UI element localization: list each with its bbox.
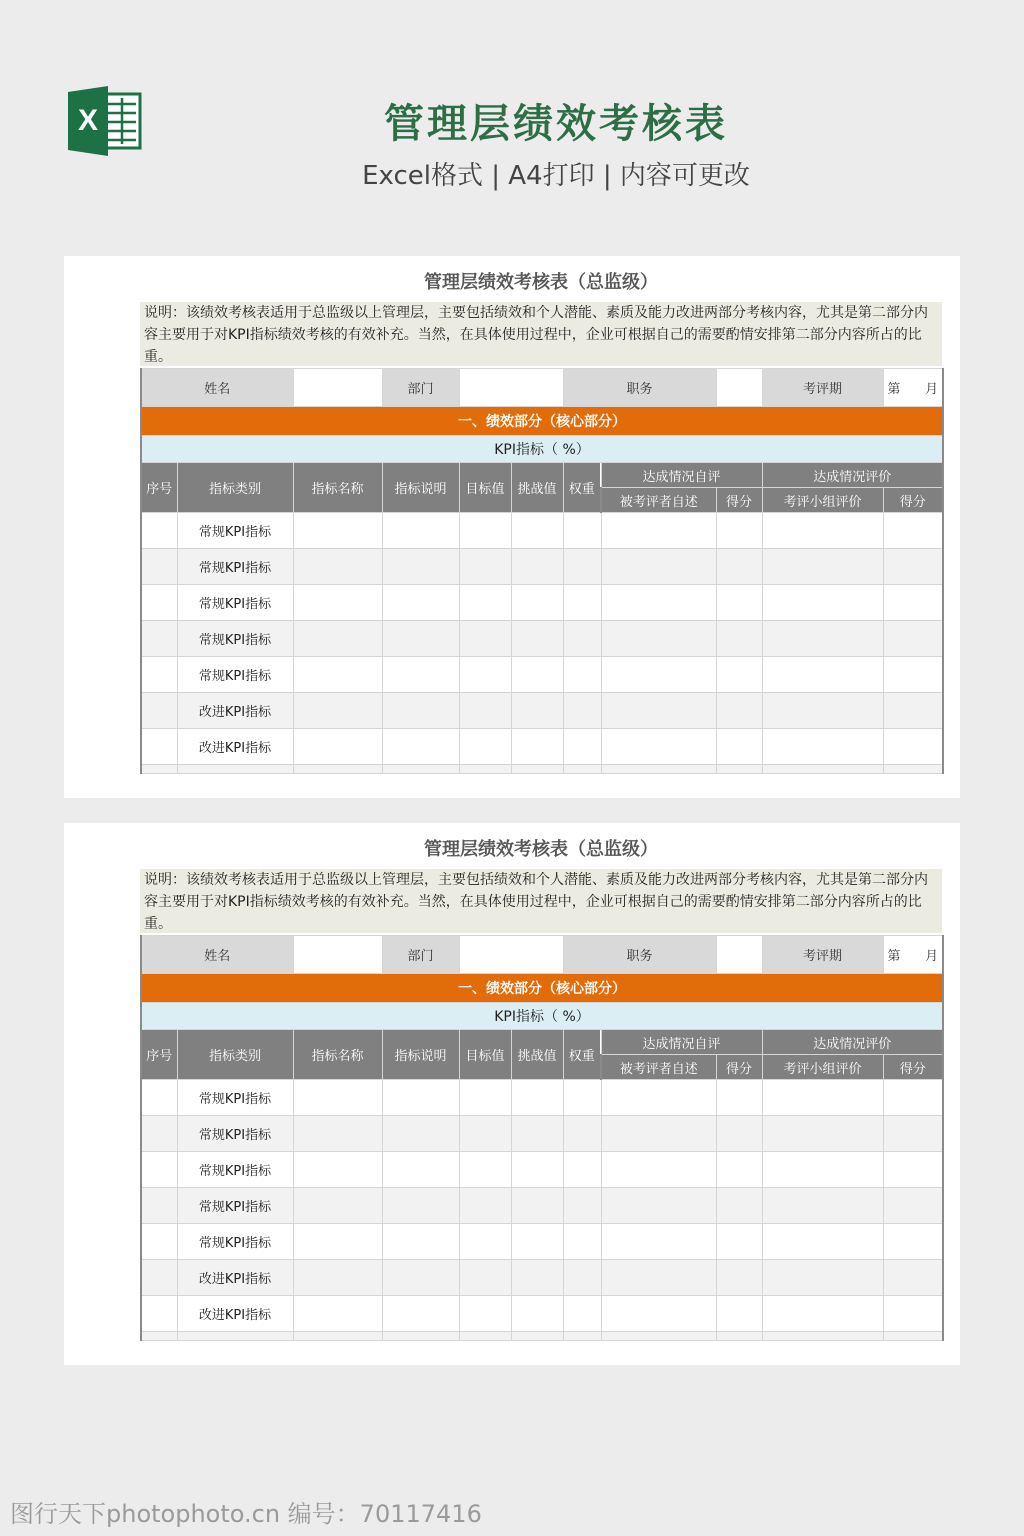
table-cell[interactable] <box>563 1224 601 1260</box>
table-cell[interactable] <box>293 585 382 621</box>
table-cell <box>141 765 177 774</box>
table-cell[interactable] <box>883 657 943 693</box>
table-cell <box>883 1332 943 1341</box>
table-cell[interactable] <box>762 729 883 765</box>
table-cell[interactable] <box>563 729 601 765</box>
table-cell[interactable] <box>716 1116 762 1152</box>
col-challenge: 挑战值 <box>511 1030 563 1080</box>
table-cell[interactable] <box>511 585 563 621</box>
table-cell[interactable] <box>293 1116 382 1152</box>
table-cell[interactable] <box>762 1260 883 1296</box>
table-cell[interactable] <box>601 1152 716 1188</box>
row-category: 常规KPI指标 <box>177 1152 293 1188</box>
table-cell[interactable] <box>382 729 459 765</box>
table-cell <box>762 1332 883 1341</box>
table-cell <box>293 765 382 774</box>
table-row <box>141 657 943 693</box>
row-category: 改进KPI指标 <box>177 729 293 765</box>
table-cell[interactable] <box>382 585 459 621</box>
table-cell[interactable] <box>293 513 382 549</box>
table-cell <box>563 765 601 774</box>
row-category: 常规KPI指标 <box>177 1080 293 1116</box>
col-self-desc: 被考评者自述 <box>601 488 716 513</box>
table-cell[interactable] <box>141 621 177 657</box>
period-label: 考评期 <box>762 936 883 974</box>
table-cell[interactable] <box>883 1188 943 1224</box>
info-row <box>141 936 943 974</box>
table-cell <box>511 765 563 774</box>
table-cell[interactable] <box>141 513 177 549</box>
table-cell[interactable] <box>716 1296 762 1332</box>
kpi-table <box>140 368 944 774</box>
table-cell[interactable] <box>716 729 762 765</box>
table-cell[interactable] <box>293 1260 382 1296</box>
table-cell[interactable] <box>511 1296 563 1332</box>
table-cell[interactable] <box>141 693 177 729</box>
table-cell[interactable] <box>459 1224 511 1260</box>
sheet-title: 管理层绩效考核表（总监级） <box>424 839 658 860</box>
header-row-1 <box>141 1030 943 1055</box>
table-cell[interactable] <box>459 1080 511 1116</box>
row-category: 常规KPI指标 <box>177 585 293 621</box>
table-cell[interactable] <box>459 657 511 693</box>
row-category: 常规KPI指标 <box>177 549 293 585</box>
table-cell[interactable] <box>459 1116 511 1152</box>
table-cell[interactable] <box>716 549 762 585</box>
table-cell[interactable] <box>511 1080 563 1116</box>
col-target: 目标值 <box>459 463 511 513</box>
table-cell <box>382 1332 459 1341</box>
table-cell[interactable] <box>382 513 459 549</box>
kpi-table <box>140 935 944 1341</box>
col-weight: 权重 <box>563 463 601 513</box>
table-cell <box>511 1332 563 1341</box>
kpi-percent-label: KPI指标（ %） <box>141 1003 943 1030</box>
table-cell[interactable] <box>563 621 601 657</box>
row-category: 改进KPI指标 <box>177 1260 293 1296</box>
table-cell[interactable] <box>141 585 177 621</box>
row-category: 改进KPI指标 <box>177 693 293 729</box>
table-cell[interactable] <box>563 549 601 585</box>
table-cell[interactable] <box>459 1296 511 1332</box>
table-cell[interactable] <box>883 513 943 549</box>
table-cell <box>293 1332 382 1341</box>
col-eval-group: 达成情况评价 <box>762 463 943 488</box>
table-cell[interactable] <box>293 1224 382 1260</box>
table-cell[interactable] <box>382 1188 459 1224</box>
table-cell[interactable] <box>141 657 177 693</box>
table-row <box>141 585 943 621</box>
table-cell[interactable] <box>459 1188 511 1224</box>
table-cell[interactable] <box>883 1224 943 1260</box>
table-cell[interactable] <box>601 657 716 693</box>
table-cell[interactable] <box>716 1224 762 1260</box>
table-cell[interactable] <box>382 549 459 585</box>
table-cell[interactable] <box>716 657 762 693</box>
table-row <box>141 1260 943 1296</box>
col-category: 指标类别 <box>177 463 293 513</box>
table-cell <box>177 765 293 774</box>
table-row <box>141 621 943 657</box>
table-cell[interactable] <box>601 729 716 765</box>
table-cell[interactable] <box>382 1224 459 1260</box>
sheet-card-2 <box>64 823 960 1365</box>
table-cell <box>601 1332 716 1341</box>
table-row <box>141 1188 943 1224</box>
excel-logo-letter: X <box>77 104 99 137</box>
table-cell[interactable] <box>716 585 762 621</box>
table-cell[interactable] <box>762 1224 883 1260</box>
name-label: 姓名 <box>141 936 293 974</box>
col-self-group: 达成情况自评 <box>601 1030 762 1055</box>
table-cell <box>883 765 943 774</box>
table-cell[interactable] <box>382 1116 459 1152</box>
table-cell[interactable] <box>883 1296 943 1332</box>
table-cell[interactable] <box>716 1188 762 1224</box>
table-cell[interactable] <box>293 1296 382 1332</box>
table-cell[interactable] <box>382 693 459 729</box>
table-cell[interactable] <box>762 1188 883 1224</box>
position-input[interactable] <box>716 936 762 974</box>
table-cell[interactable] <box>293 549 382 585</box>
table-cell[interactable] <box>762 621 883 657</box>
col-eval-desc: 考评小组评价 <box>762 1055 883 1080</box>
header-row-1 <box>141 463 943 488</box>
table-row <box>141 693 943 729</box>
table-cell[interactable] <box>141 729 177 765</box>
table-cell[interactable] <box>762 1116 883 1152</box>
info-row <box>141 369 943 407</box>
table-cell[interactable] <box>883 585 943 621</box>
table-row <box>141 1224 943 1260</box>
col-eval-score: 得分 <box>883 488 943 513</box>
table-cell[interactable] <box>382 1260 459 1296</box>
table-cell[interactable] <box>382 1296 459 1332</box>
table-cell[interactable] <box>459 513 511 549</box>
col-self-group: 达成情况自评 <box>601 463 762 488</box>
col-target: 目标值 <box>459 1030 511 1080</box>
table-cell <box>459 765 511 774</box>
sheet-note: 说明：该绩效考核表适用于总监级以上管理层，主要包括绩效和个人潜能、素质及能力改进两部分考核内容，尤其是第二部分内容主要用于对KPI指标绩效考核的有效补充。当然，在具体使用过程中，企业可根据自己的需要酌情安排第二部分内容所占的比重。 <box>140 302 942 366</box>
table-cell[interactable] <box>382 657 459 693</box>
table-cell[interactable] <box>601 585 716 621</box>
table-cell <box>563 1332 601 1341</box>
table-row <box>141 1296 943 1332</box>
table-cell[interactable] <box>762 657 883 693</box>
table-cell[interactable] <box>459 549 511 585</box>
period-input[interactable] <box>883 936 943 974</box>
name-input[interactable] <box>293 936 382 974</box>
row-category: 改进KPI指标 <box>177 1296 293 1332</box>
table-cell[interactable] <box>601 1260 716 1296</box>
table-row <box>141 1080 943 1116</box>
table-cell[interactable] <box>382 621 459 657</box>
excel-logo-icon <box>68 86 142 156</box>
sheet-title: 管理层绩效考核表（总监级） <box>424 272 658 293</box>
col-weight: 权重 <box>563 1030 601 1080</box>
row-category: 常规KPI指标 <box>177 1188 293 1224</box>
position-label: 职务 <box>563 369 716 407</box>
table-cell[interactable] <box>141 1260 177 1296</box>
watermark: 图行天下photophoto.cn 编号：70117416 <box>10 1500 482 1528</box>
table-cell[interactable] <box>601 693 716 729</box>
page-title: 管理层绩效考核表 <box>384 101 728 147</box>
table-cell[interactable] <box>293 1152 382 1188</box>
table-cell[interactable] <box>601 1116 716 1152</box>
sheet-note: 说明：该绩效考核表适用于总监级以上管理层，主要包括绩效和个人潜能、素质及能力改进两部分考核内容，尤其是第二部分内容主要用于对KPI指标绩效考核的有效补充。当然，在具体使用过程中，企业可根据自己的需要酌情安排第二部分内容所占的比重。 <box>140 869 942 933</box>
table-cell[interactable] <box>601 1296 716 1332</box>
table-cell[interactable] <box>459 693 511 729</box>
table-cell[interactable] <box>511 1116 563 1152</box>
table-cell[interactable] <box>141 1116 177 1152</box>
col-eval-score: 得分 <box>883 1055 943 1080</box>
table-cell[interactable] <box>601 621 716 657</box>
position-label: 职务 <box>563 936 716 974</box>
table-cell[interactable] <box>883 1116 943 1152</box>
col-eval-desc: 考评小组评价 <box>762 488 883 513</box>
table-cell[interactable] <box>141 1188 177 1224</box>
table-cell[interactable] <box>563 1188 601 1224</box>
table-cell[interactable] <box>293 1080 382 1116</box>
table-cell <box>601 765 716 774</box>
period-di: 第 <box>887 949 901 964</box>
table-cell[interactable] <box>511 657 563 693</box>
table-cell[interactable] <box>563 1260 601 1296</box>
table-cell[interactable] <box>601 549 716 585</box>
table-cell[interactable] <box>141 549 177 585</box>
kpi-label-row <box>141 436 943 463</box>
row-category: 常规KPI指标 <box>177 657 293 693</box>
col-challenge: 挑战值 <box>511 463 563 513</box>
kpi-percent-label: KPI指标（ %） <box>141 436 943 463</box>
table-cell[interactable] <box>883 1080 943 1116</box>
table-cell <box>141 1332 177 1341</box>
col-desc: 指标说明 <box>382 1030 459 1080</box>
table-cell[interactable] <box>293 729 382 765</box>
table-cell[interactable] <box>293 693 382 729</box>
table-cell <box>459 1332 511 1341</box>
table-cell[interactable] <box>459 621 511 657</box>
table-cell[interactable] <box>716 1080 762 1116</box>
table-cell[interactable] <box>511 1152 563 1188</box>
table-cell[interactable] <box>563 693 601 729</box>
position-input[interactable] <box>716 369 762 407</box>
table-row <box>141 729 943 765</box>
col-self-desc: 被考评者自述 <box>601 1055 716 1080</box>
col-name: 指标名称 <box>293 1030 382 1080</box>
col-eval-group: 达成情况评价 <box>762 1030 943 1055</box>
row-category: 常规KPI指标 <box>177 1224 293 1260</box>
table-cell[interactable] <box>511 1224 563 1260</box>
table-row-partial <box>141 1332 943 1341</box>
table-cell[interactable] <box>382 1152 459 1188</box>
sheet-card-1 <box>64 256 960 798</box>
col-index: 序号 <box>141 1030 177 1080</box>
table-cell[interactable] <box>716 513 762 549</box>
page-subtitle: Excel格式 | A4打印 | 内容可更改 <box>362 161 750 191</box>
table-cell[interactable] <box>382 1080 459 1116</box>
table-cell[interactable] <box>459 729 511 765</box>
table-cell[interactable] <box>762 1152 883 1188</box>
dept-input[interactable] <box>459 936 563 974</box>
table-cell[interactable] <box>511 1260 563 1296</box>
table-cell[interactable] <box>716 1152 762 1188</box>
col-self-score: 得分 <box>716 1055 762 1080</box>
section-row <box>141 407 943 436</box>
row-category: 常规KPI指标 <box>177 513 293 549</box>
table-row <box>141 513 943 549</box>
table-cell[interactable] <box>883 729 943 765</box>
table-cell[interactable] <box>601 513 716 549</box>
col-name: 指标名称 <box>293 463 382 513</box>
table-cell[interactable] <box>563 513 601 549</box>
table-cell[interactable] <box>511 1188 563 1224</box>
table-cell[interactable] <box>883 693 943 729</box>
period-input[interactable] <box>883 369 943 407</box>
table-cell[interactable] <box>563 585 601 621</box>
table-cell[interactable] <box>141 1296 177 1332</box>
table-cell[interactable] <box>601 1224 716 1260</box>
table-cell[interactable] <box>563 1296 601 1332</box>
table-cell[interactable] <box>563 1116 601 1152</box>
table-cell[interactable] <box>716 693 762 729</box>
col-self-score: 得分 <box>716 488 762 513</box>
col-category: 指标类别 <box>177 1030 293 1080</box>
col-index: 序号 <box>141 463 177 513</box>
table-row <box>141 1152 943 1188</box>
table-cell[interactable] <box>293 621 382 657</box>
table-cell[interactable] <box>716 1260 762 1296</box>
section-header: 一、绩效部分（核心部分） <box>141 407 943 436</box>
table-cell[interactable] <box>459 585 511 621</box>
table-cell[interactable] <box>883 1152 943 1188</box>
table-cell[interactable] <box>511 693 563 729</box>
table-cell[interactable] <box>762 549 883 585</box>
table-cell[interactable] <box>511 621 563 657</box>
table-cell[interactable] <box>762 513 883 549</box>
table-cell[interactable] <box>762 1296 883 1332</box>
table-cell[interactable] <box>563 657 601 693</box>
period-label: 考评期 <box>762 369 883 407</box>
period-month: 月 <box>925 382 939 397</box>
table-cell[interactable] <box>601 1080 716 1116</box>
table-cell <box>762 765 883 774</box>
table-cell[interactable] <box>293 1188 382 1224</box>
dept-label: 部门 <box>382 936 459 974</box>
dept-input[interactable] <box>459 369 563 407</box>
row-category: 常规KPI指标 <box>177 1116 293 1152</box>
table-cell <box>716 1332 762 1341</box>
table-row <box>141 549 943 585</box>
table-cell[interactable] <box>883 549 943 585</box>
section-header: 一、绩效部分（核心部分） <box>141 974 943 1003</box>
table-cell[interactable] <box>762 585 883 621</box>
table-cell <box>716 765 762 774</box>
table-cell[interactable] <box>511 513 563 549</box>
table-cell[interactable] <box>563 1152 601 1188</box>
dept-label: 部门 <box>382 369 459 407</box>
table-cell[interactable] <box>459 1260 511 1296</box>
table-cell[interactable] <box>141 1080 177 1116</box>
table-cell[interactable] <box>716 621 762 657</box>
table-cell[interactable] <box>459 1152 511 1188</box>
table-cell[interactable] <box>511 549 563 585</box>
table-cell[interactable] <box>601 1188 716 1224</box>
name-label: 姓名 <box>141 369 293 407</box>
table-cell[interactable] <box>762 1080 883 1116</box>
section-row <box>141 974 943 1003</box>
table-cell[interactable] <box>511 729 563 765</box>
row-category: 常规KPI指标 <box>177 621 293 657</box>
table-cell <box>382 765 459 774</box>
table-cell[interactable] <box>293 657 382 693</box>
table-cell[interactable] <box>762 693 883 729</box>
table-cell[interactable] <box>563 1080 601 1116</box>
table-cell[interactable] <box>883 621 943 657</box>
table-cell[interactable] <box>141 1152 177 1188</box>
table-cell <box>177 1332 293 1341</box>
table-cell[interactable] <box>883 1260 943 1296</box>
kpi-label-row <box>141 1003 943 1030</box>
name-input[interactable] <box>293 369 382 407</box>
table-row <box>141 1116 943 1152</box>
table-cell[interactable] <box>141 1224 177 1260</box>
table-row-partial <box>141 765 943 774</box>
period-month: 月 <box>925 949 939 964</box>
col-desc: 指标说明 <box>382 463 459 513</box>
period-di: 第 <box>887 382 901 397</box>
